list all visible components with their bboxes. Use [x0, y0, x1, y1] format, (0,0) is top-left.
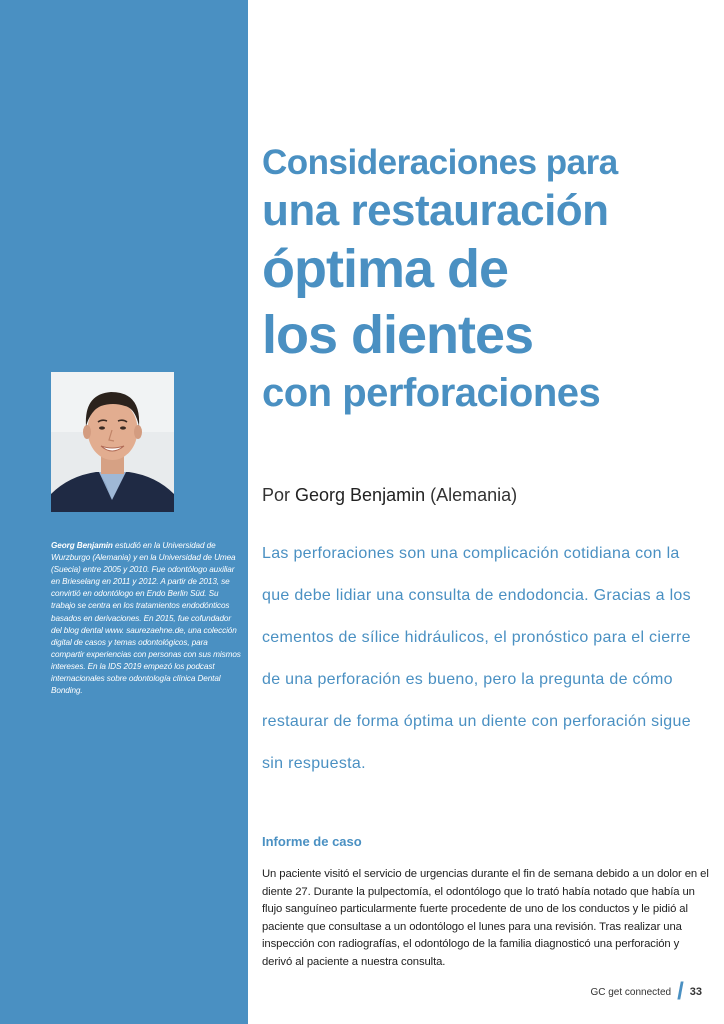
- author-bio: [51, 540, 241, 697]
- byline-prefix: Por: [262, 485, 296, 505]
- article-title: [262, 140, 702, 418]
- bio-text: estudió en la Universidad de Wurzburgo (Alemania) y en la Universidad de Umea (Suecia) entre 2005 y 2010. Fue odontólogo auxiliar en Brieselang en 2011 y 2012. A partir de 2013, se convirtió en odontólogo en Endo Berlin Süd. Su trabajo se centra en los tratamientos endodónticos basados en derivaciones. En 2015, fue cofundador del blog dental www. saurezaehne.de, una colección digital de casos y temas odontológicos, para compartir experiencias con personas con sus mismos intereses. En la IDS 2019 empezó los podcast internacionales sobre odontología clínica Dental Bonding.: [51, 541, 241, 696]
- page-footer: [590, 978, 702, 1005]
- bio-author-name: Georg Benjamin: [51, 541, 113, 550]
- section-heading: Informe de caso: [262, 834, 362, 849]
- byline-author: Georg Benjamin: [295, 485, 426, 505]
- title-line-3: óptima de: [262, 239, 509, 299]
- portrait-photo-icon: [51, 372, 174, 512]
- title-line-1: Consideraciones para: [262, 143, 618, 182]
- author-photo: [51, 372, 174, 512]
- page-number: 33: [689, 986, 702, 998]
- lead-paragraph: Las perforaciones son una complicación cotidiana con la que debe lidiar una consulta de endodoncia. Gracias a los cementos de sílice hidráulicos, el pronóstico para el cierre de una perforación es bueno, pero la pregunta de cómo restaurar de forma óptima un diente con perforación sigue sin respuesta.: [262, 545, 691, 772]
- title-line-2: una restauración: [262, 186, 609, 235]
- body-paragraph: Un paciente visitó el servicio de urgencias durante el fin de semana debido a un dolor en el diente 27. Durante la pulpectomía, el odontólogo que lo trató había notado que había un flujo sanguíneo particularmente fuerte procedente de uno de los conductos y le pidió al paciente que consultase a un odontólogo el lunes para una revisión. Tras realizar una inspección con radiografías, el odontólogo de la familia diagnosticó una perforación y derivó al paciente a nuestra consulta.: [262, 868, 709, 968]
- sidebar-panel: [0, 0, 248, 1024]
- title-line-5: con perforaciones: [262, 371, 601, 415]
- footer-brand: GC get connected: [590, 986, 672, 998]
- footer-separator: /: [677, 978, 684, 1005]
- byline-country: (Alemania): [425, 485, 518, 505]
- byline: [262, 485, 517, 506]
- title-line-4: los dientes: [262, 305, 534, 365]
